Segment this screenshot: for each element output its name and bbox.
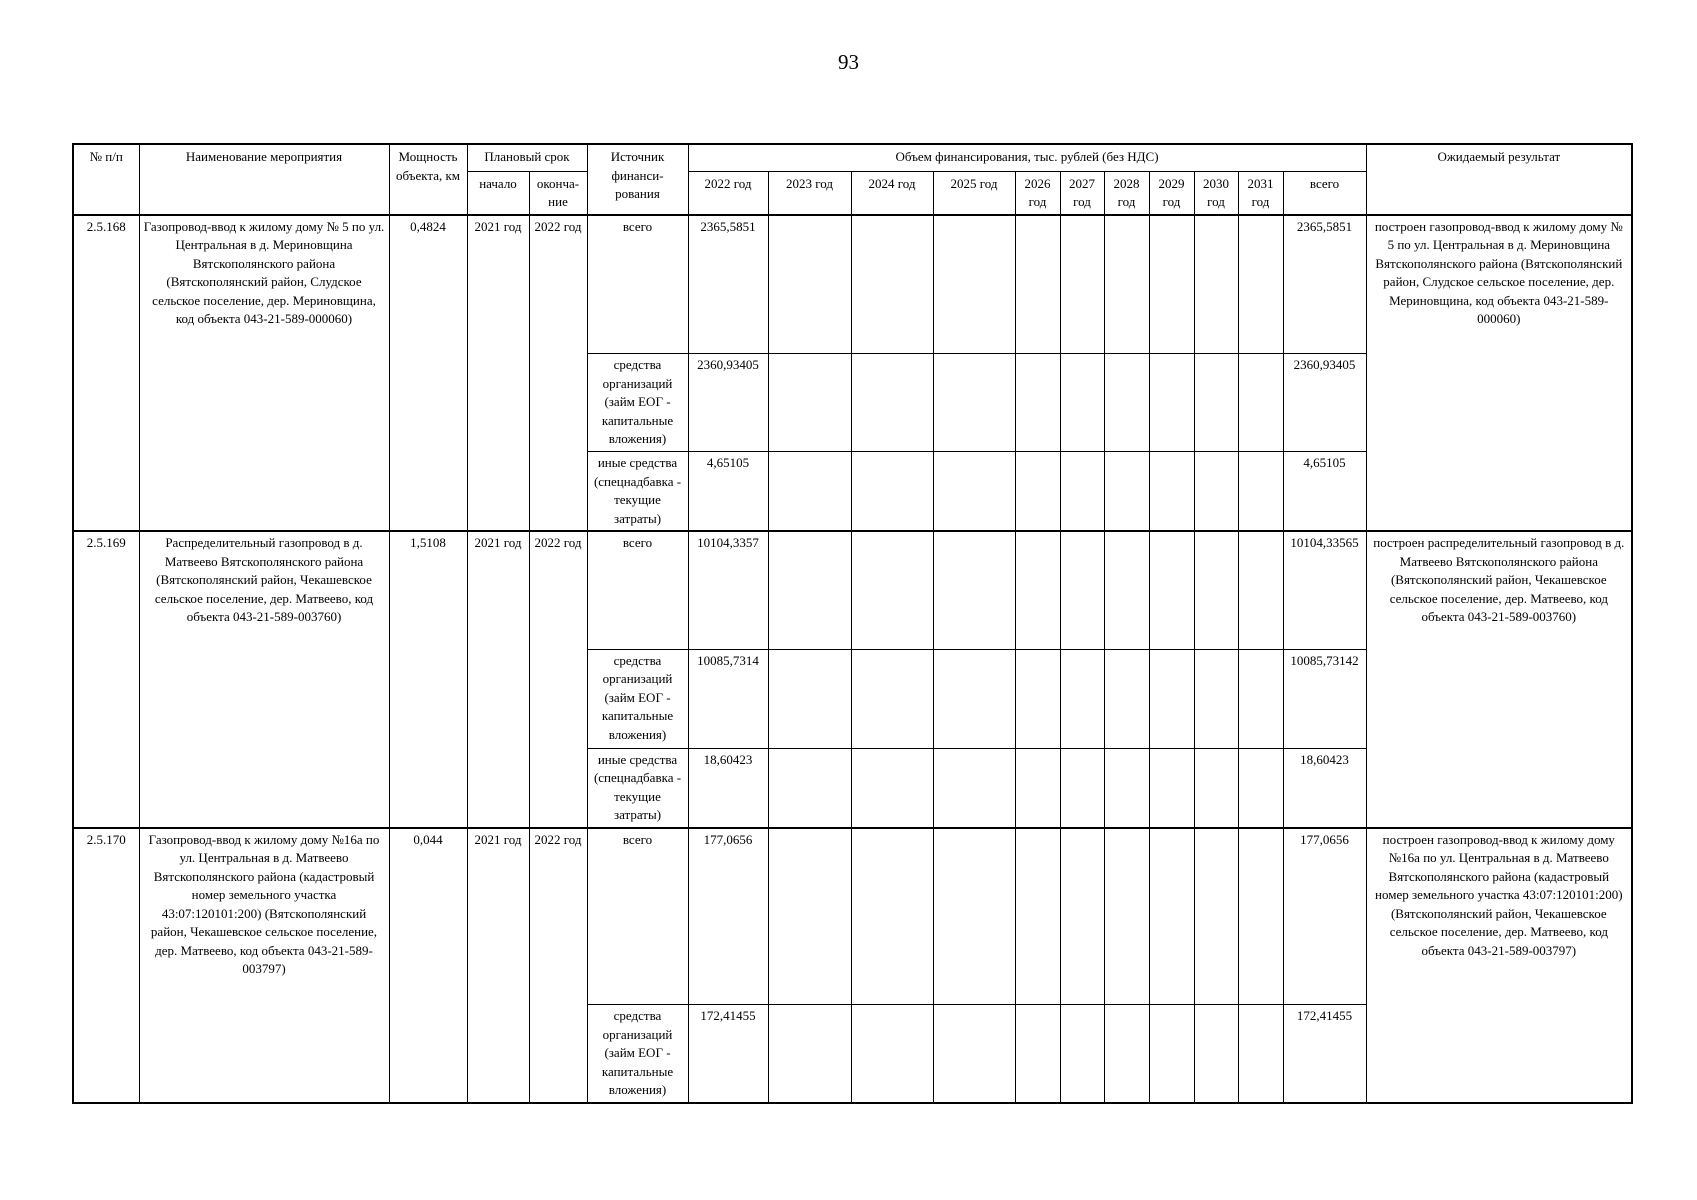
header-end: оконча-ние [529, 171, 587, 215]
source-label: средства организаций (займ ЕОГ - капитальные вложения) [587, 354, 688, 452]
row-name: Распределительный газопровод в д. Матвеево Вятскополянского района (Вятскополянский район, Чекашевское сельское поселение, дер. Матвеево, код объекта 043-21-589-003760) [139, 531, 389, 828]
header-year-2026: 2026 год [1015, 171, 1060, 215]
header-result: Ожидаемый результат [1366, 144, 1632, 215]
value-2022: 2365,5851 [688, 215, 768, 354]
value-total: 2360,93405 [1283, 354, 1366, 452]
page-number: 93 [838, 50, 859, 74]
source-label: иные средства (спецнадбавка - текущие затраты) [587, 452, 688, 532]
value-total: 2365,5851 [1283, 215, 1366, 354]
value-2022: 172,41455 [688, 1005, 768, 1103]
row-name: Газопровод-ввод к жилому дому №16а по ул. Центральная в д. Матвеево Вятскополянского района (кадастровый номер земельного участка 43:07:120101:200) (Вятскополянский район, Чекашевское сельское поселение, дер. Матвеево, код объекта 043-21-589-003797) [139, 828, 389, 1103]
row-power: 0,044 [389, 828, 467, 1103]
row-result: построен газопровод-ввод к жилому дому № 5 по ул. Центральная в д. Мериновщина Вятскополянского района (Вятскополянский район, Слудское сельское поселение, дер. Мериновщина, код объекта 043-21-589-000060) [1366, 215, 1632, 532]
row-num: 2.5.170 [73, 828, 139, 1103]
source-label: иные средства (спецнадбавка - текущие затраты) [587, 748, 688, 828]
value-total: 4,65105 [1283, 452, 1366, 532]
table-row [73, 828, 1632, 1005]
value-2022: 2360,93405 [688, 354, 768, 452]
row-start: 2021 год [467, 215, 529, 532]
table-row [73, 215, 1632, 354]
value-2022: 10085,7314 [688, 649, 768, 748]
table-row [73, 531, 1632, 649]
row-end: 2022 год [529, 531, 587, 828]
row-result: построен газопровод-ввод к жилому дому №16а по ул. Центральная в д. Матвеево Вятскополянского района (кадастровый номер земельного участка 43:07:120101:200) (Вятскополянский район, Чекашевское сельское поселение, дер. Матвеево, код объекта 043-21-589-003797) [1366, 828, 1632, 1103]
row-num: 2.5.169 [73, 531, 139, 828]
financing-table [72, 143, 1633, 1104]
value-2022: 10104,3357 [688, 531, 768, 649]
header-year-2023: 2023 год [768, 171, 851, 215]
source-label: средства организаций (займ ЕОГ - капитальные вложения) [587, 1005, 688, 1103]
value-total: 10104,33565 [1283, 531, 1366, 649]
value-total: 177,0656 [1283, 828, 1366, 1005]
header-year-2028: 2028 год [1104, 171, 1149, 215]
value-2022: 4,65105 [688, 452, 768, 532]
header-year-2022: 2022 год [688, 171, 768, 215]
row-name: Газопровод-ввод к жилому дому № 5 по ул. Центральная в д. Мериновщина Вятскополянского района (Вятскополянский район, Слудское сельское поселение, дер. Мериновщина, код объекта 043-21-589-000060) [139, 215, 389, 532]
source-label: всего [587, 828, 688, 1005]
row-power: 0,4824 [389, 215, 467, 532]
header-year-2030: 2030 год [1194, 171, 1238, 215]
row-num: 2.5.168 [73, 215, 139, 532]
row-end: 2022 год [529, 215, 587, 532]
value-total: 10085,73142 [1283, 649, 1366, 748]
row-start: 2021 год [467, 531, 529, 828]
row-end: 2022 год [529, 828, 587, 1103]
row-power: 1,5108 [389, 531, 467, 828]
row-result: построен распределительный газопровод в д. Матвеево Вятскополянского района (Вятскополянский район, Чекашевское сельское поселение, дер. Матвеево, код объекта 043-21-589-003760) [1366, 531, 1632, 828]
header-year-2024: 2024 год [851, 171, 933, 215]
header-source: Источник финанси-рования [587, 144, 688, 215]
header-term: Плановый срок [467, 144, 587, 171]
header-year-2029: 2029 год [1149, 171, 1194, 215]
header-name: Наименование мероприятия [139, 144, 389, 215]
header-num: № п/п [73, 144, 139, 215]
source-label: всего [587, 215, 688, 354]
header-total: всего [1283, 171, 1366, 215]
header-power: Мощность объекта, км [389, 144, 467, 215]
header-year-2031: 2031 год [1238, 171, 1283, 215]
value-total: 172,41455 [1283, 1005, 1366, 1103]
value-2022: 18,60423 [688, 748, 768, 828]
header-year-2027: 2027 год [1060, 171, 1104, 215]
source-label: всего [587, 531, 688, 649]
header-start: начало [467, 171, 529, 215]
row-start: 2021 год [467, 828, 529, 1103]
value-total: 18,60423 [1283, 748, 1366, 828]
header-volume: Объем финансирования, тыс. рублей (без НДС) [688, 144, 1366, 171]
value-2022: 177,0656 [688, 828, 768, 1005]
source-label: средства организаций (займ ЕОГ - капитальные вложения) [587, 649, 688, 748]
header-year-2025: 2025 год [933, 171, 1015, 215]
